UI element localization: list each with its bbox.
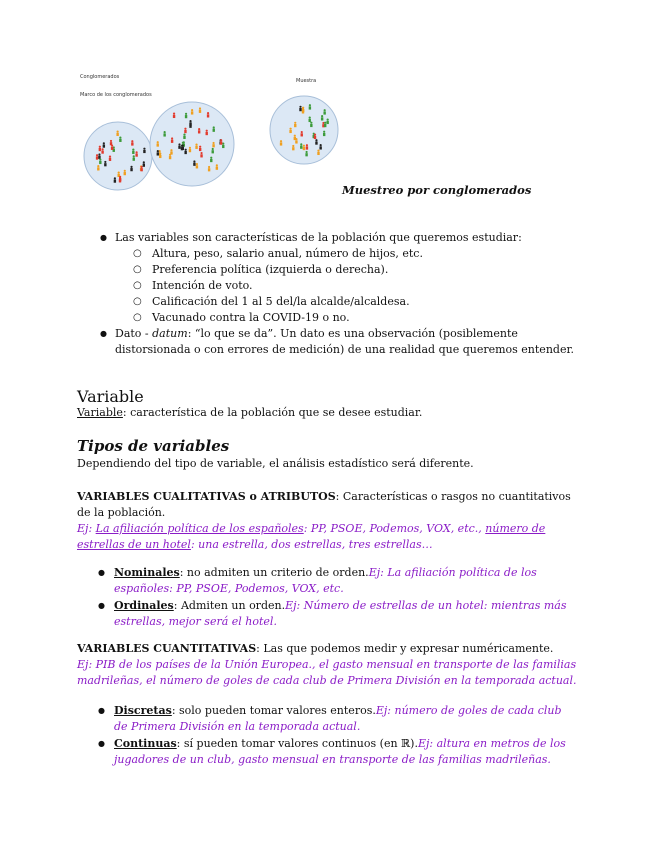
person-marker — [114, 180, 116, 183]
list-item: ● Nominales: no admiten un criterio de orden.Ej: La afiliación política de los españoles: PP, PSOE, Podemos, VOX, etc. — [98, 565, 578, 597]
tipos-heading: Tipos de variables — [77, 437, 230, 455]
cualitativas-example: Ej: La afiliación política de los españoles: PP, PSOE, Podemos, VOX, etc., número de estrellas de un hotel: una estrella, dos estrellas, tres estrellas… — [77, 522, 546, 551]
person-marker — [193, 163, 195, 166]
person-marker — [119, 179, 121, 182]
person-marker — [294, 135, 296, 137]
person-marker — [117, 130, 119, 132]
person-marker — [294, 122, 296, 124]
person-marker — [182, 147, 184, 150]
person-marker — [206, 130, 208, 132]
person-marker — [178, 143, 180, 145]
person-marker — [321, 115, 323, 117]
person-marker — [170, 149, 172, 151]
cuantitativas-list — [98, 703, 578, 769]
person-marker — [131, 142, 133, 145]
person-marker — [98, 153, 100, 155]
person-marker — [130, 166, 132, 168]
person-marker — [299, 106, 301, 108]
person-marker — [292, 147, 294, 150]
person-marker — [200, 152, 202, 154]
person-marker — [99, 159, 101, 161]
panel-label-sample: Muestra — [296, 78, 317, 84]
person-marker — [295, 140, 297, 143]
person-marker — [118, 172, 120, 174]
sub-item: ○ Intención de voto. — [100, 278, 580, 294]
person-marker — [141, 166, 143, 168]
person-marker — [97, 165, 99, 167]
person-marker — [183, 136, 185, 139]
person-marker — [303, 147, 305, 150]
person-marker — [164, 131, 166, 133]
person-marker — [130, 168, 132, 171]
person-marker — [323, 111, 325, 114]
person-marker — [199, 148, 201, 151]
person-marker — [208, 168, 210, 171]
person-marker — [96, 154, 98, 156]
person-marker — [143, 161, 145, 163]
person-marker — [294, 124, 296, 127]
person-marker — [302, 107, 304, 109]
cualitativas-title: VARIABLES CUALITATIVAS o ATRIBUTOS — [77, 490, 336, 503]
person-marker — [136, 151, 138, 153]
person-marker — [196, 163, 198, 165]
cuantitativas-paragraph: VARIABLES CUANTITATIVAS: Las que podemos medir y expresar numéricamente. Ej: PIB de los países de la Unión Europea., el gasto mensual en transporte de las familias madrileñas, el número de goles de cada club de Primera División en la temporada actual. — [77, 642, 577, 687]
person-marker — [216, 164, 218, 166]
person-marker — [157, 150, 159, 152]
person-marker — [317, 152, 319, 155]
person-marker — [143, 148, 145, 150]
person-marker — [119, 139, 121, 142]
variable-heading: Variable — [77, 387, 144, 406]
person-marker — [213, 126, 215, 128]
person-marker — [98, 156, 100, 159]
bullet-text: Las variables son características de la población que queremos estudiar: — [115, 231, 522, 244]
person-marker — [300, 143, 302, 145]
person-marker — [132, 148, 134, 150]
person-marker — [199, 110, 201, 113]
cluster-sampling-figure — [78, 70, 340, 194]
person-marker — [101, 151, 103, 154]
person-marker — [280, 140, 282, 142]
person-marker — [327, 119, 329, 121]
person-marker — [182, 142, 184, 144]
cuantitativas-title: VARIABLES CUANTITATIVAS — [77, 642, 257, 655]
person-marker — [191, 109, 193, 111]
person-marker — [171, 140, 173, 143]
person-marker — [99, 148, 101, 151]
person-marker — [292, 145, 294, 147]
person-marker — [320, 144, 322, 146]
person-marker — [216, 167, 218, 170]
person-marker — [103, 142, 105, 144]
person-marker — [319, 146, 321, 149]
person-marker — [220, 139, 222, 141]
person-marker — [102, 148, 104, 150]
person-marker — [289, 130, 291, 133]
person-marker — [212, 150, 214, 153]
nominales-term: Nominales — [114, 566, 180, 579]
cuantitativas-example: Ej: PIB de los países de la Unión Europea., el gasto mensual en transporte de las familias madrileñas, el número de goles de cada club de Primera División en la temporada actual. — [77, 658, 577, 687]
person-marker — [191, 111, 193, 114]
person-marker — [310, 124, 312, 127]
person-marker — [208, 166, 210, 168]
person-marker — [198, 130, 200, 133]
person-marker — [99, 161, 101, 164]
person-marker — [159, 155, 161, 158]
person-marker — [169, 156, 171, 159]
person-marker — [159, 153, 161, 155]
person-marker — [124, 172, 126, 175]
person-marker — [280, 142, 282, 145]
person-marker — [220, 141, 222, 144]
person-marker — [207, 114, 209, 117]
person-marker — [140, 168, 142, 171]
person-marker — [305, 153, 307, 156]
list-item: ● Ordinales: Admiten un orden.Ej: Número de estrellas de un hotel: mientras más estrellas, mejor será el hotel. — [98, 598, 578, 630]
person-marker — [116, 133, 118, 136]
person-marker — [173, 113, 175, 115]
list-item: ● Dato - datum: “lo que se da”. Un dato es una observación (posiblemente distorsionada o con errores de medición) de una realidad que queremos entender. — [100, 326, 580, 358]
person-marker — [309, 117, 311, 119]
person-marker — [196, 165, 198, 168]
person-marker — [169, 154, 171, 156]
person-marker — [213, 129, 215, 132]
person-marker — [114, 177, 116, 179]
person-marker — [207, 112, 209, 114]
person-marker — [110, 140, 112, 142]
variables-bullet-list — [100, 230, 580, 358]
list-item — [100, 230, 580, 246]
person-marker — [323, 131, 325, 133]
person-marker — [157, 141, 159, 143]
person-marker — [111, 147, 113, 150]
person-marker — [111, 144, 113, 146]
person-marker — [171, 137, 173, 139]
person-marker — [185, 149, 187, 151]
person-marker — [189, 149, 191, 152]
person-marker — [317, 150, 319, 152]
person-marker — [301, 133, 303, 136]
person-marker — [133, 155, 135, 157]
person-marker — [306, 146, 308, 149]
person-marker — [97, 167, 99, 170]
tipos-intro: Dependiendo del tipo de variable, el análisis estadístico será diferente. — [77, 457, 474, 470]
person-marker — [185, 115, 187, 118]
sub-item: ○ Preferencia política (izquierda o derecha). — [100, 262, 580, 278]
sub-item: ○ Altura, peso, salario anual, número de hijos, etc. — [100, 246, 580, 262]
person-marker — [104, 161, 106, 163]
person-marker — [178, 146, 180, 149]
person-marker — [143, 150, 145, 153]
person-marker — [184, 151, 186, 154]
list-item: ● Continuas: sí pueden tomar valores continuos (en ℝ).Ej: altura en metros de los jugadores de un club, gasto mensual en transporte de las familias madrileñas. — [98, 736, 578, 768]
person-marker — [315, 141, 317, 144]
person-marker — [210, 159, 212, 162]
person-marker — [222, 145, 224, 148]
person-marker — [199, 107, 201, 109]
person-marker — [303, 145, 305, 147]
person-marker — [295, 138, 297, 140]
person-marker — [310, 122, 312, 124]
figure-caption: Muestreo por conglomerados — [342, 183, 532, 197]
person-marker — [157, 152, 159, 155]
person-marker — [324, 122, 326, 124]
person-marker — [143, 164, 145, 167]
person-marker — [299, 108, 301, 111]
person-marker — [305, 151, 307, 153]
person-marker — [195, 143, 197, 145]
cualitativas-list — [98, 565, 578, 631]
person-marker — [131, 140, 133, 142]
person-marker — [314, 136, 316, 139]
person-marker — [222, 143, 224, 145]
person-marker — [321, 117, 323, 120]
person-marker — [119, 177, 121, 179]
person-marker — [135, 154, 137, 157]
person-marker — [103, 145, 105, 148]
person-marker — [200, 154, 202, 157]
person-marker — [104, 163, 106, 166]
person-marker — [199, 146, 201, 148]
person-marker — [301, 131, 303, 133]
person-marker — [109, 155, 111, 157]
sub-item: ○ Vacunado contra la COVID-19 o no. — [100, 310, 580, 326]
person-marker — [212, 142, 214, 144]
person-marker — [323, 133, 325, 136]
person-marker — [189, 122, 191, 125]
list-item: ● Discretas: solo pueden tomar valores enteros.Ej: número de goles de cada club de Primera División en la temporada actual. — [98, 703, 578, 735]
person-marker — [96, 156, 98, 159]
datum-term: datum — [152, 327, 188, 340]
person-marker — [210, 157, 212, 159]
person-marker — [184, 128, 186, 130]
discretas-term: Discretas — [114, 704, 172, 717]
person-marker — [173, 115, 175, 118]
person-marker — [300, 146, 302, 149]
panel-label-clusters: Conglomerados — [80, 74, 120, 80]
person-marker — [198, 128, 200, 130]
person-marker — [189, 147, 191, 149]
person-marker — [124, 170, 126, 172]
person-marker — [309, 119, 311, 122]
person-marker — [193, 160, 195, 162]
person-marker — [185, 113, 187, 115]
person-marker — [157, 143, 159, 146]
ordinales-term: Ordinales — [114, 599, 174, 612]
person-marker — [289, 128, 291, 130]
continuas-term: Continuas — [114, 737, 177, 750]
person-marker — [212, 144, 214, 147]
person-marker — [324, 124, 326, 127]
person-marker — [314, 134, 316, 136]
person-marker — [195, 146, 197, 149]
person-marker — [132, 151, 134, 154]
person-marker — [306, 144, 308, 146]
person-marker — [189, 120, 191, 122]
cluster-circle-3 — [270, 96, 338, 164]
person-marker — [309, 104, 311, 106]
cualitativas-paragraph: VARIABLES CUALITATIVAS o ATRIBUTOS: Características o rasgos no cuantitativos de la población. Ej: La afiliación política de los españoles: PP, PSOE, Podemos, VOX, etc., número de estrellas de un hotel: una estrella, dos estrellas, tres estrellas… — [77, 490, 571, 551]
person-marker — [133, 158, 135, 161]
panel-label-frame: Marco de los conglomerados — [80, 92, 152, 98]
person-marker — [163, 133, 165, 136]
person-marker — [309, 106, 311, 109]
person-marker — [184, 130, 186, 133]
person-marker — [212, 148, 214, 150]
person-marker — [182, 145, 184, 147]
person-marker — [99, 146, 101, 148]
variable-definition: Variable: característica de la población que se desee estudiar. — [77, 406, 423, 419]
person-marker — [315, 139, 317, 141]
person-marker — [119, 136, 121, 138]
person-marker — [324, 109, 326, 111]
person-marker — [302, 109, 304, 112]
person-marker — [326, 121, 328, 124]
sub-item: ○ Calificación del 1 al 5 del/la alcalde/alcaldesa. — [100, 294, 580, 310]
person-marker — [183, 133, 185, 135]
variable-term: Variable — [77, 406, 123, 419]
person-marker — [109, 158, 111, 161]
person-marker — [206, 132, 208, 135]
cluster-sampling-illustration — [78, 70, 340, 194]
